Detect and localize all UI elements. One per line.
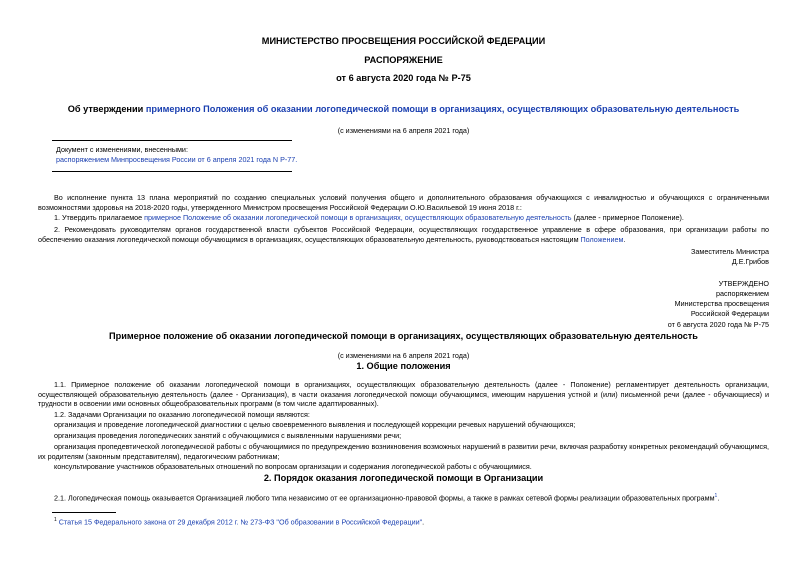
- order-point-2-text: 2. Рекомендовать руководителям органов государственной власти субъектов Российской Федерации, осуществляющих государственное управление в сфере образования, при организации работы по обеспечению оказания логопедической помощи обучающимся в организациях, осуществляющих образовательную деятельность, руководствоваться настоящим: [38, 225, 769, 244]
- footnote: [54, 516, 424, 527]
- order-point-2: [38, 225, 769, 244]
- footnote-rule: [52, 512, 116, 513]
- changes-box-bottom-rule: [52, 171, 292, 172]
- section-2-title: 2. Порядок оказания логопедической помощи в Организации: [263, 473, 544, 483]
- approval-line-3: Министерства просвещения: [674, 299, 769, 308]
- order-point-1-end: (далее - примерное Положение).: [571, 213, 684, 222]
- order-point-1-text: 1. Утвердить прилагаемое: [54, 213, 145, 222]
- doc-date-number: от 6 августа 2020 года № Р-75: [336, 73, 471, 83]
- changes-box-link[interactable]: распоряжением Минпросвещения России от 6 апреля 2021 года N Р-77.: [56, 155, 298, 164]
- approval-line-4: Российской Федерации: [690, 309, 769, 318]
- task-2: организация проведения логопедических занятий с обучающимися с выявленными нарушениями речи;: [54, 431, 402, 440]
- task-3: организация пропедевтической логопедической работы с обучающимися по предупреждению возникновения возможных нарушений в развитии речи, включая разработку конкретных рекомендаций обучающимся, их родителям (законным представителям), педагогическим работникам;: [38, 442, 769, 461]
- task-1: организация и проведение логопедической диагностики с целью своевременного выявления и последующей коррекции речевых нарушений обучающихся;: [54, 420, 576, 429]
- paragraph-2-1-text: 2.1. Логопедическая помощь оказывается Организацией любого типа независимо от ее организационно-правовой формы, а также в рамках сетевой формы реализации образовательных программ: [54, 493, 715, 503]
- amendment-note: (с изменениями на 6 апреля 2021 года): [337, 126, 470, 135]
- footnote-link[interactable]: Статья 15 Федерального закона от 29 декабря 2012 г. № 273-ФЗ "Об образовании в Российской Федерации": [58, 517, 423, 527]
- approval-line-1: УТВЕРЖДЕНО: [718, 279, 769, 288]
- doc-title: [0, 104, 807, 114]
- doc-title-link[interactable]: примерного Положения об оказании логопедической помощи в организациях, осуществляющих образовательную деятельность: [145, 104, 740, 114]
- order-point-1: [38, 213, 769, 223]
- order-intro: Во исполнение пункта 13 плана мероприятий по созданию специальных условий получения общего и дополнительного образования обучающихся с инвалидностью и обучающихся с ограниченными возможностями здоровья на 2018-2020 годы, утвержденного Министром просвещения Российской Федерации О.Ю.Васильевой 19 июня 2018 г.:: [38, 193, 769, 212]
- paragraph-1-2: 1.2. Задачами Организации по оказанию логопедической помощи являются:: [54, 410, 310, 419]
- signature-position: Заместитель Министра: [691, 247, 769, 256]
- approval-line-5: от 6 августа 2020 года № Р-75: [667, 320, 769, 329]
- order-point-2-end: .: [623, 234, 626, 244]
- ministry-heading: МИНИСТЕРСТВО ПРОСВЕЩЕНИЯ РОССИЙСКОЙ ФЕДЕРАЦИИ: [261, 36, 546, 46]
- order-point-1-link[interactable]: примерное Положение об оказании логопедической помощи в организациях, осуществляющих образовательную деятельность: [144, 213, 572, 222]
- signature-name: Д.Е.Грибов: [731, 257, 769, 266]
- regulation-title: Примерное положение об оказании логопедической помощи в организациях, осуществляющих образовательную деятельность: [109, 331, 698, 341]
- changes-box-top-rule: [52, 140, 292, 141]
- footnote-mark: 1: [54, 517, 57, 523]
- paragraph-2-1: [54, 492, 719, 503]
- regulation-amendment-note: (с изменениями на 6 апреля 2021 года): [337, 351, 470, 360]
- footnote-end: .: [422, 517, 425, 527]
- task-4: консультирование участников образовательных отношений по вопросам организации и содержания логопедической работы с обучающимися.: [54, 462, 532, 471]
- order-point-2-link[interactable]: Положением: [580, 234, 624, 244]
- paragraph-1-1: 1.1. Примерное положение об оказании логопедической помощи в организациях, осуществляющих образовательную деятельность (далее - Положение) регламентирует деятельность организации, осуществляющей образовательную деятельность (далее - Организация), в части оказания логопедической помощи обучающимся, имеющим нарушения устной и (или) письменной речи (далее - обучающиеся) и трудности в освоении ими основных общеобразовательных программ (в том числе адаптированных).: [38, 380, 769, 408]
- changes-box-label: Документ с изменениями, внесенными:: [56, 145, 188, 154]
- footnote-ref[interactable]: 1: [714, 493, 718, 499]
- doc-title-prefix: Об утверждении: [67, 104, 146, 114]
- doc-type: РАСПОРЯЖЕНИЕ: [364, 55, 443, 65]
- section-1-title: 1. Общие положения: [356, 361, 451, 371]
- approval-line-2: распоряжением: [715, 289, 769, 298]
- paragraph-2-1-end: .: [717, 493, 720, 503]
